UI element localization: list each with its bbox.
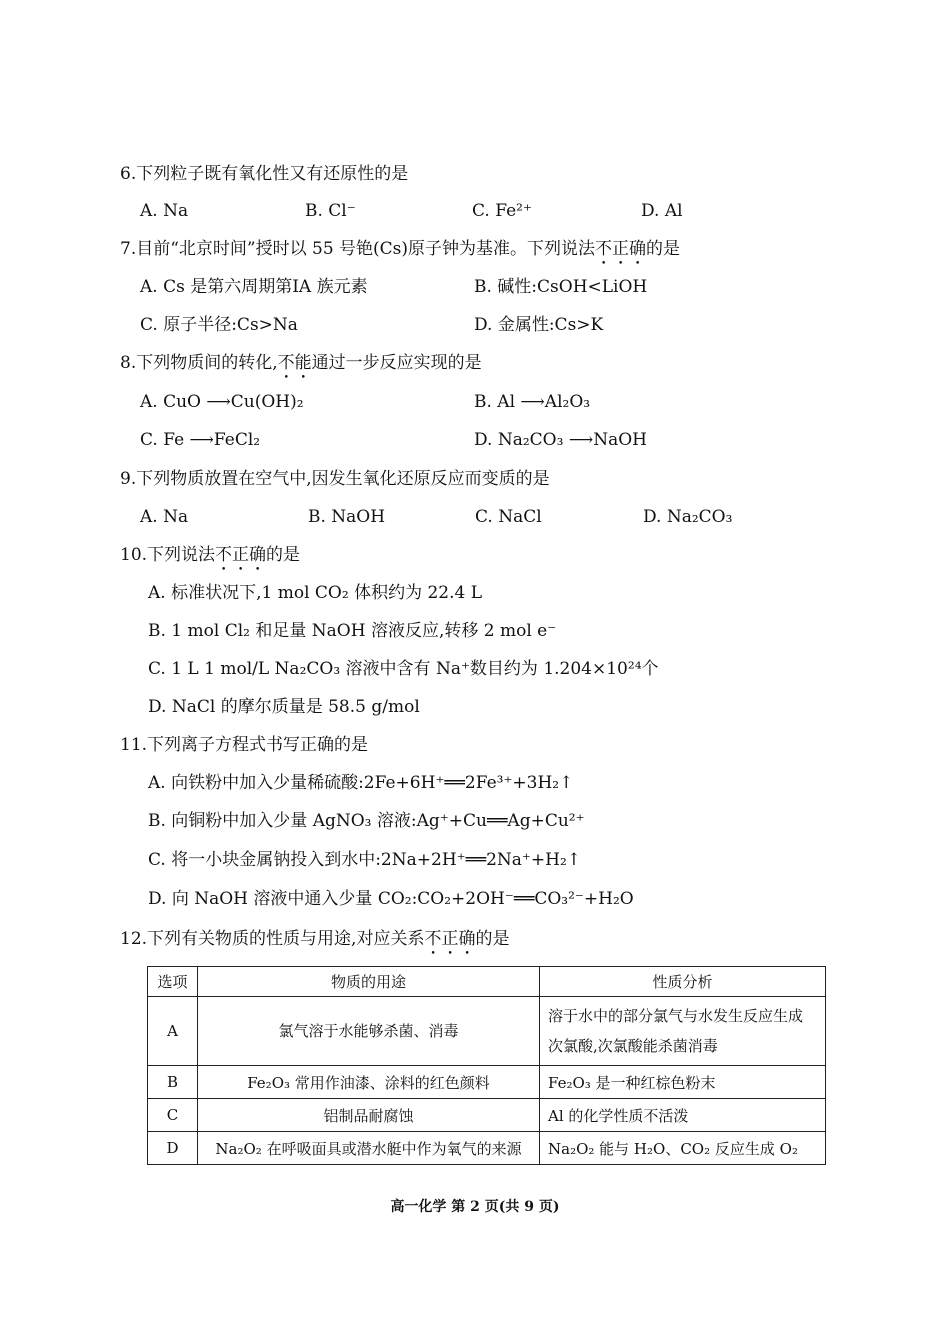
q10-stem-tail: 的是: [266, 545, 301, 565]
question-10-stem: [120, 544, 300, 575]
row-analysis: 溶于水中的部分氯气与水发生反应生成次氯酸,次氯酸能杀菌消毒: [540, 997, 826, 1066]
row-use: Fe₂O₃ 常用作油漆、涂料的红色颜料: [198, 1066, 540, 1099]
header-option: 选项: [148, 967, 198, 997]
table-row: [148, 997, 826, 1066]
q9-option-c: C. NaCl: [475, 507, 542, 527]
q6-option-b: B. Cl⁻: [305, 201, 356, 221]
row-option: C: [148, 1099, 198, 1132]
q10-stem-text: 10.下列说法: [120, 545, 216, 565]
q11-option-b: B. 向铜粉中加入少量 AgNO₃ 溶液:Ag⁺+Cu══Ag+Cu²⁺: [148, 811, 585, 831]
q12-stem-text: 12.下列有关物质的性质与用途,对应关系: [120, 929, 425, 949]
q12-stem-tail: 的是: [475, 929, 510, 949]
q7-stem-emphasis: 不正确: [595, 239, 647, 259]
q8-option-b: B. Al ⟶Al₂O₃: [474, 392, 591, 412]
row-analysis: Al 的化学性质不活泼: [540, 1099, 826, 1132]
table-row: [148, 1099, 826, 1132]
row-use: 铝制品耐腐蚀: [198, 1099, 540, 1132]
answer-table: [147, 966, 826, 1165]
q7-option-c: C. 原子半径:Cs>Na: [140, 315, 298, 335]
question-9-stem: 9.下列物质放置在空气中,因发生氧化还原反应而变质的是: [120, 469, 550, 489]
table-header-row: [148, 967, 826, 997]
header-use: 物质的用途: [198, 967, 540, 997]
q11-option-d: D. 向 NaOH 溶液中通入少量 CO₂:CO₂+2OH⁻══CO₃²⁻+H₂O: [148, 889, 634, 909]
q9-option-a: A. Na: [140, 507, 189, 527]
q12-stem-emphasis: 不正确: [424, 929, 476, 949]
page-footer: 高一化学 第 2 页(共 9 页): [390, 1199, 560, 1215]
row-use: 氯气溶于水能够杀菌、消毒: [198, 997, 540, 1066]
q8-option-d: D. Na₂CO₃ ⟶NaOH: [474, 430, 647, 450]
row-option: A: [148, 997, 198, 1066]
question-12-stem: [120, 928, 509, 959]
q6-option-d: D. Al: [641, 201, 683, 221]
question-8-stem: [120, 352, 482, 383]
q11-option-a: A. 向铁粉中加入少量稀硫酸:2Fe+6H⁺══2Fe³⁺+3H₂↑: [148, 773, 574, 793]
row-analysis: Na₂O₂ 能与 H₂O、CO₂ 反应生成 O₂: [540, 1132, 826, 1165]
q8-option-c: C. Fe ⟶FeCl₂: [140, 430, 261, 450]
row-analysis: Fe₂O₃ 是一种红棕色粉末: [540, 1066, 826, 1099]
q8-stem-text: 8.下列物质间的转化,: [120, 353, 278, 373]
q6-option-c: C. Fe²⁺: [472, 201, 532, 221]
q7-stem-tail: 的是: [646, 239, 681, 259]
question-6-stem: 6.下列粒子既有氧化性又有还原性的是: [120, 164, 409, 184]
q10-option-b: B. 1 mol Cl₂ 和足量 NaOH 溶液反应,转移 2 mol e⁻: [148, 621, 557, 641]
q8-option-a: A. CuO ⟶Cu(OH)₂: [140, 392, 304, 412]
row-use: Na₂O₂ 在呼吸面具或潜水艇中作为氧气的来源: [198, 1132, 540, 1165]
q7-option-b: B. 碱性:CsOH<LiOH: [474, 277, 648, 297]
question-11-stem: 11.下列离子方程式书写正确的是: [120, 735, 369, 755]
q10-stem-emphasis: 不正确: [215, 545, 267, 565]
q8-stem-tail: 通过一步反应实现的是: [311, 353, 482, 373]
table-row: [148, 1066, 826, 1099]
q7-option-a: A. Cs 是第六周期第ⅠA 族元素: [140, 277, 368, 297]
q7-stem-text: 7.目前“北京时间”授时以 55 号铯(Cs)原子钟为基准。下列说法: [120, 239, 596, 259]
q10-option-a: A. 标准状况下,1 mol CO₂ 体积约为 22.4 L: [148, 583, 483, 603]
q8-stem-emphasis: 不能: [277, 353, 312, 373]
q11-option-c: C. 将一小块金属钠投入到水中:2Na+2H⁺══2Na⁺+H₂↑: [148, 850, 582, 870]
q9-option-b: B. NaOH: [308, 507, 386, 527]
q7-option-d: D. 金属性:Cs>K: [474, 315, 604, 335]
q6-option-a: A. Na: [140, 201, 189, 221]
table-row: [148, 1132, 826, 1165]
question-7-stem: [120, 238, 680, 269]
header-analysis: 性质分析: [540, 967, 826, 997]
q9-option-d: D. Na₂CO₃: [643, 507, 733, 527]
row-option: D: [148, 1132, 198, 1165]
q10-option-c: C. 1 L 1 mol/L Na₂CO₃ 溶液中含有 Na⁺数目约为 1.204×10²⁴个: [148, 659, 659, 679]
row-option: B: [148, 1066, 198, 1099]
q10-option-d: D. NaCl 的摩尔质量是 58.5 g/mol: [148, 697, 420, 717]
